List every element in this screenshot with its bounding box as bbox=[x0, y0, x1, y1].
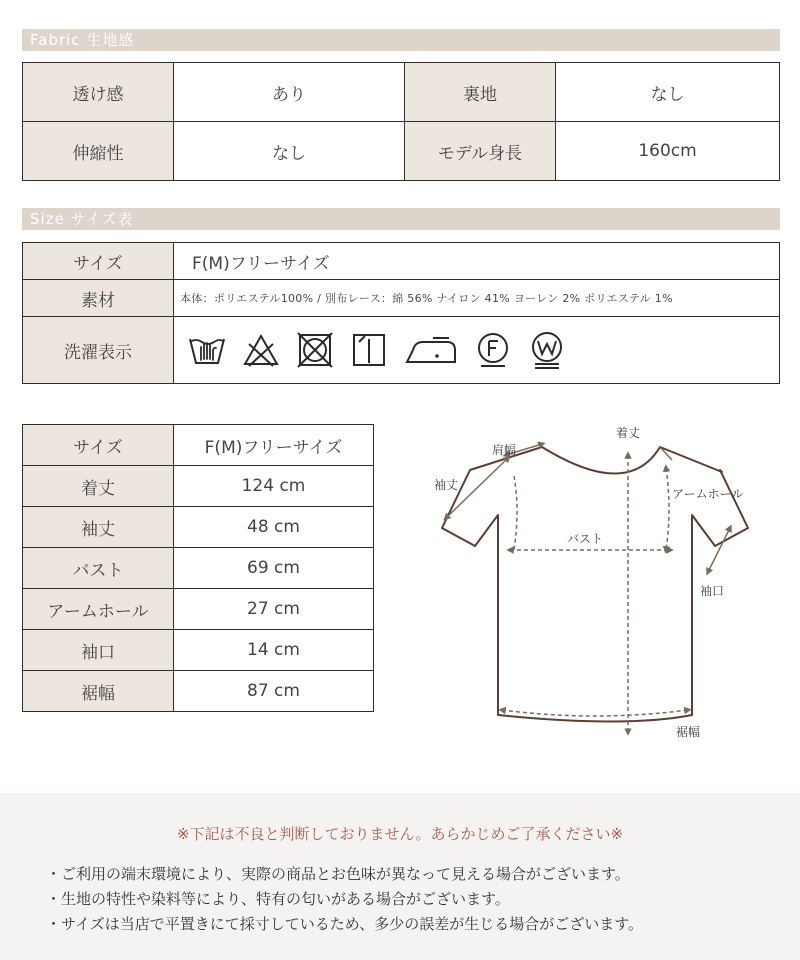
measure-label: バスト bbox=[23, 548, 174, 589]
armhole-line-right bbox=[666, 468, 669, 550]
armhole-line-left bbox=[514, 476, 517, 550]
measure-value: 48 cm bbox=[174, 507, 374, 548]
fabric-label: モデル身長 bbox=[405, 122, 556, 181]
hand-wash-icon bbox=[187, 330, 227, 370]
material-label: 素材 bbox=[23, 280, 174, 317]
table-row bbox=[23, 63, 780, 122]
table-row bbox=[23, 280, 780, 317]
line-dry-icon bbox=[349, 330, 389, 370]
measure-label: 袖口 bbox=[23, 630, 174, 671]
measure-label: アームホール bbox=[23, 589, 174, 630]
measure-value: 69 cm bbox=[174, 548, 374, 589]
size-section-header: Size サイズ表 bbox=[22, 208, 780, 230]
size-info-table bbox=[22, 242, 780, 384]
measure-label: 着丈 bbox=[23, 466, 174, 507]
table-row bbox=[23, 548, 374, 589]
measurements-table bbox=[22, 424, 374, 712]
hem-line bbox=[502, 710, 688, 716]
measure-header-value: F(M)フリーサイズ bbox=[174, 425, 374, 466]
garment-diagram bbox=[410, 410, 800, 750]
fabric-section-header: Fabric 生地感 bbox=[22, 29, 780, 51]
table-row bbox=[23, 425, 374, 466]
table-row bbox=[23, 466, 374, 507]
fabric-label: 裏地 bbox=[405, 63, 556, 122]
fabric-value: なし bbox=[174, 122, 405, 181]
cuff-line bbox=[708, 528, 730, 572]
measure-value: 14 cm bbox=[174, 630, 374, 671]
fabric-label: 透け感 bbox=[23, 63, 174, 122]
measure-header-label: サイズ bbox=[23, 425, 174, 466]
diagram-label-bust: バスト bbox=[566, 532, 604, 546]
size-label: サイズ bbox=[23, 243, 174, 280]
fabric-value: なし bbox=[556, 63, 780, 122]
diagram-label-armhole: アームホール bbox=[672, 487, 744, 501]
care-label: 洗濯表示 bbox=[23, 317, 174, 384]
table-row bbox=[23, 243, 780, 280]
notes-heading: ※下記は不良と判断しておりません。あらかじめご了承ください※ bbox=[176, 825, 624, 843]
table-row bbox=[23, 589, 374, 630]
table-row bbox=[23, 671, 374, 712]
diagram-label-sleeve: 袖丈 bbox=[433, 478, 459, 492]
diagram-label-cuff: 袖口 bbox=[699, 584, 725, 598]
wet-clean-w-icon bbox=[527, 330, 567, 370]
size-value: F(M)フリーサイズ bbox=[174, 243, 780, 280]
measure-value: 124 cm bbox=[174, 466, 374, 507]
diagram-label-shoulder: 肩幅 bbox=[491, 443, 517, 457]
no-bleach-icon bbox=[241, 330, 281, 370]
dry-clean-f-icon bbox=[473, 330, 513, 370]
measure-label: 裾幅 bbox=[23, 671, 174, 712]
iron-low-icon bbox=[403, 330, 459, 370]
care-icons-cell bbox=[174, 317, 780, 384]
table-row bbox=[23, 507, 374, 548]
material-value: 本体：ポリエステル100% / 別布レース：綿 56% ナイロン 41% ヨーレン 2% ポリエステル 1% bbox=[174, 280, 780, 317]
table-row bbox=[23, 122, 780, 181]
fabric-table bbox=[22, 62, 780, 181]
note-item: ・生地の特性や染料等により、特有の匂いがある場合がございます。 bbox=[46, 890, 510, 908]
fabric-value: あり bbox=[174, 63, 405, 122]
table-row bbox=[23, 317, 780, 384]
measure-label: 袖丈 bbox=[23, 507, 174, 548]
measure-value: 87 cm bbox=[174, 671, 374, 712]
table-row bbox=[23, 630, 374, 671]
diagram-label-length: 着丈 bbox=[615, 426, 641, 440]
fabric-label: 伸縮性 bbox=[23, 122, 174, 181]
fabric-value: 160cm bbox=[556, 122, 780, 181]
note-item: ・ご利用の端末環境により、実際の商品とお色味が異なって見える場合がございます。 bbox=[46, 865, 630, 883]
no-tumble-dry-icon bbox=[295, 330, 335, 370]
note-item: ・サイズは当店で平置きにて採寸しているため、多少の誤差が生じる場合がございます。 bbox=[46, 915, 644, 933]
diagram-label-hem: 裾幅 bbox=[675, 725, 701, 739]
measure-value: 27 cm bbox=[174, 589, 374, 630]
notes-panel bbox=[0, 793, 800, 960]
